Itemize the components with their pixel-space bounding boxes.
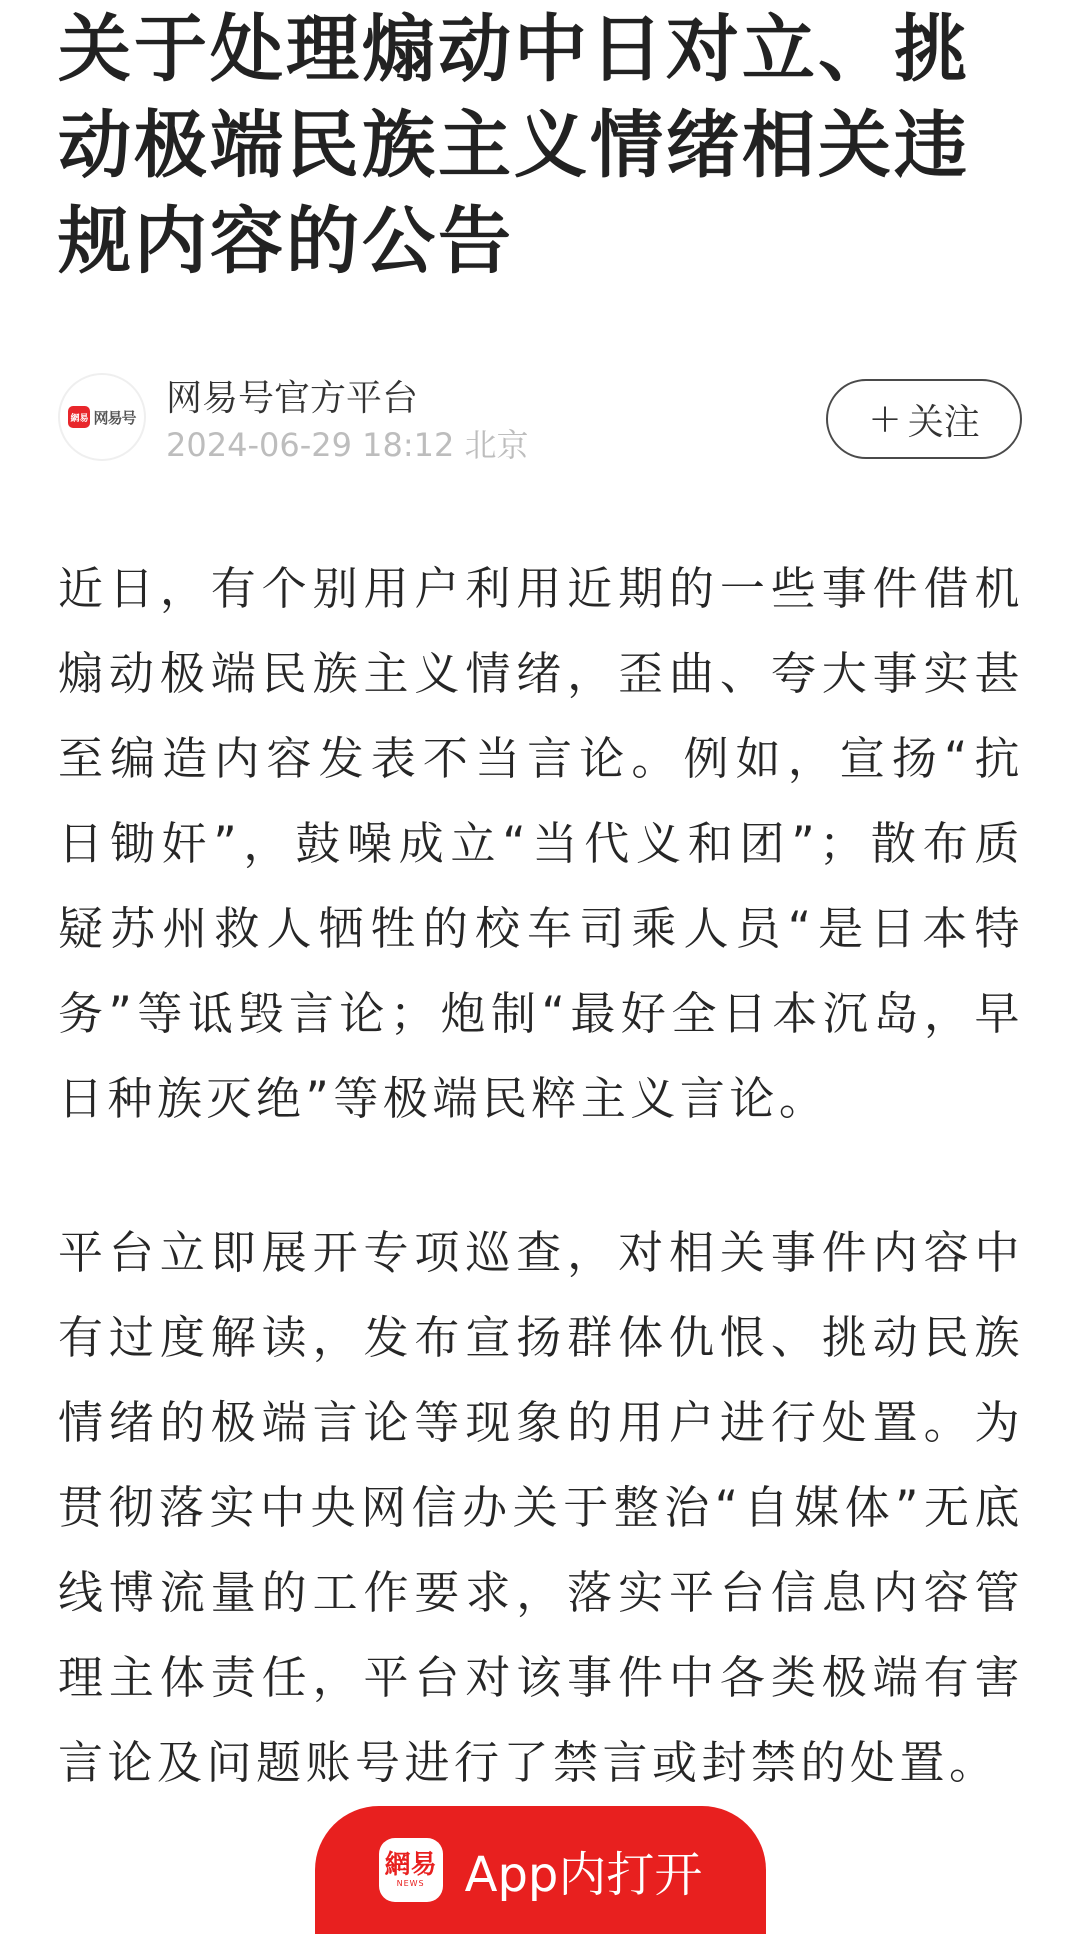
author-name[interactable]: 网易号官方平台 bbox=[166, 378, 419, 419]
follow-label: 关注 bbox=[907, 401, 980, 443]
article-paragraph: 近日，有个别用户利用近期的一些事件借机煽动极端民族主义情绪，歪曲、夸大事实甚至编造内容发表不当言论。例如，宣扬“抗日锄奸”，鼓噪成立“当代义和团”；散布质疑苏州救人牺牲的校车司乘人员“是日本特务”等诋毁言论；炮制“最好全日本沉岛，早日种族灭绝”等极端民粹主义言论。 bbox=[58, 562, 1024, 1125]
avatar-text: 网易号 bbox=[93, 408, 136, 427]
follow-button[interactable] bbox=[826, 379, 1022, 459]
article-paragraph: 平台立即展开专项巡查，对相关事件内容中有过度解读，发布宣扬群体仇恨、挑动民族情绪的极端言论等现象的用户进行处置。为贯彻落实中央网信办关于整治“自媒体”无底线博流量的工作要求，落实平台信息内容管理主体责任，平台对该事件中各类极端有害言论及问题账号进行了禁言或封禁的处置。 bbox=[58, 1226, 1024, 1789]
open-in-app-label: App内打开 bbox=[464, 1846, 703, 1903]
netease-logo-icon: 網易 bbox=[68, 406, 90, 428]
plus-icon: + bbox=[868, 396, 902, 442]
netease-news-app-icon bbox=[379, 1838, 443, 1902]
app-icon-glyph: 網易 bbox=[384, 1850, 437, 1880]
open-in-app-button[interactable] bbox=[315, 1806, 766, 1934]
author-bar bbox=[58, 373, 1022, 469]
publish-meta: 2024-06-29 18:12 北京 bbox=[166, 426, 529, 464]
app-icon-sub: NEWS bbox=[396, 1879, 425, 1888]
article-title: 关于处理煽动中日对立、挑动极端民族主义情绪相关违规内容的公告 bbox=[58, 7, 970, 284]
author-avatar[interactable] bbox=[58, 373, 146, 461]
